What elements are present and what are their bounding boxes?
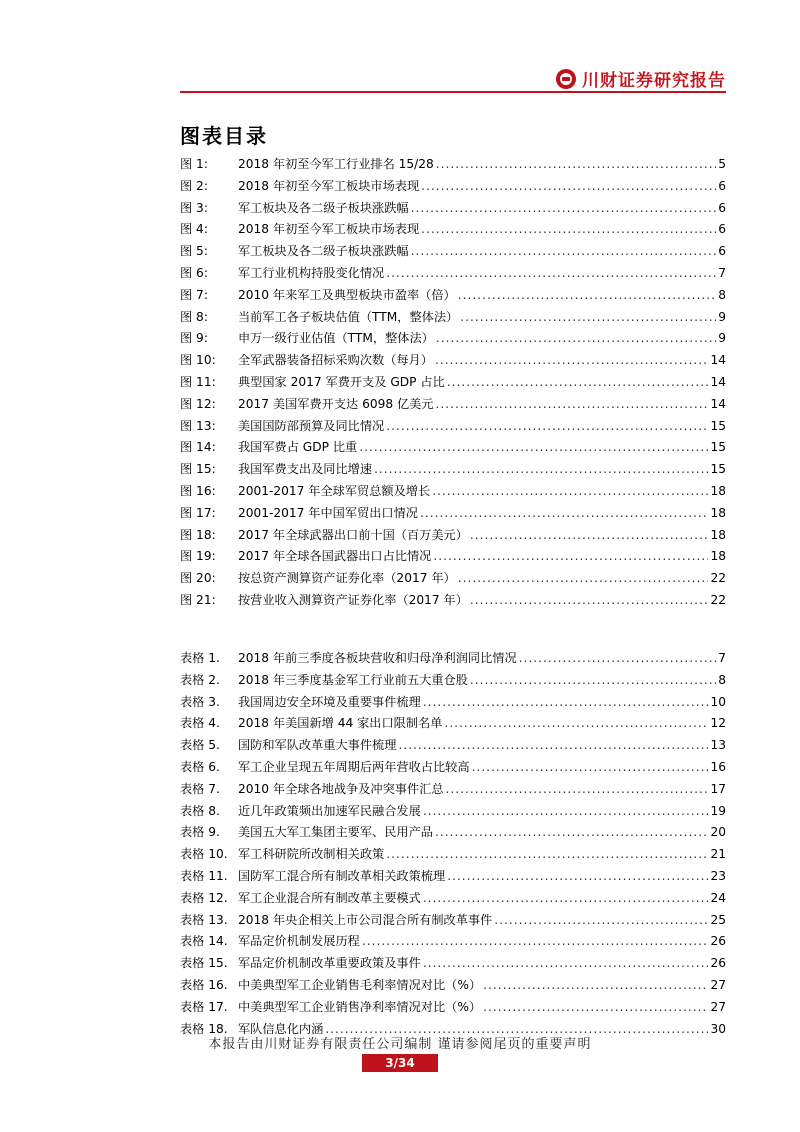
entry-label: 表格 10. (180, 847, 228, 862)
figure-entry[interactable] (180, 263, 726, 285)
table-entry[interactable] (180, 713, 726, 735)
table-entry[interactable] (180, 844, 726, 866)
entry-page: 21 (710, 847, 726, 862)
leader-dots (398, 735, 708, 757)
figure-entry[interactable] (180, 590, 726, 612)
entry-title: 美国国防部预算及同比情况 (238, 418, 385, 433)
figure-entry[interactable] (180, 198, 726, 220)
figure-index (180, 154, 726, 612)
figure-entry[interactable] (180, 459, 726, 481)
leader-dots (470, 670, 716, 692)
leader-dots (432, 481, 708, 503)
leader-dots (423, 692, 709, 714)
entry-label: 图 13: (180, 418, 216, 433)
entry-title: 我国军费支出及同比增速 (238, 462, 373, 477)
table-entry[interactable] (180, 931, 726, 953)
entry-page: 13 (710, 738, 726, 753)
entry-title: 2010 年来军工及典型板块市盈率（倍） (238, 287, 456, 302)
entry-title: 2017 年全球武器出口前十国（百万美元） (238, 527, 468, 542)
entry-page: 26 (710, 934, 726, 949)
entry-page: 18 (710, 549, 726, 564)
entry-page: 6 (718, 178, 726, 193)
entry-page: 27 (710, 977, 726, 992)
leader-dots (420, 503, 708, 525)
figure-entry[interactable] (180, 154, 726, 176)
leader-dots (386, 416, 708, 438)
figure-entry[interactable] (180, 307, 726, 329)
leader-dots (483, 975, 708, 997)
leader-dots (519, 648, 717, 670)
figure-entry[interactable] (180, 285, 726, 307)
entry-title: 中美典型军工企业销售净利率情况对比（%） (238, 999, 482, 1014)
chuancai-logo-icon (556, 69, 576, 89)
entry-page: 18 (710, 483, 726, 498)
entry-page: 10 (710, 694, 726, 709)
entry-label: 表格 1. (180, 651, 220, 665)
entry-title: 军工企业混合所有制改革主要模式 (238, 890, 421, 905)
footer-disclaimer: 本报告由川财证券有限责任公司编制 谨请参阅尾页的重要声明 (208, 1037, 592, 1052)
brand (556, 66, 726, 91)
entry-label: 图 1: (180, 157, 208, 171)
table-entry[interactable] (180, 975, 726, 997)
leader-dots (411, 198, 717, 220)
leader-dots (436, 394, 709, 416)
leader-dots (423, 801, 709, 823)
leader-dots (447, 866, 708, 888)
figure-entry[interactable] (180, 219, 726, 241)
table-entry[interactable] (180, 757, 726, 779)
entry-label: 图 17: (180, 505, 216, 520)
leader-dots (470, 525, 709, 547)
entry-title: 2018 年初至今军工板块市场表现 (238, 222, 420, 237)
figure-entry[interactable] (180, 503, 726, 525)
entry-title: 军工企业呈现五年周期后两年营收占比较高 (238, 759, 470, 774)
entry-label: 图 16: (180, 483, 216, 498)
entry-page: 30 (710, 1021, 726, 1036)
brand-name: 川财证券研究报告 (582, 71, 726, 91)
entry-title: 2018 年美国新增 44 家出口限制名单 (238, 716, 443, 731)
entry-page: 17 (710, 781, 726, 796)
entry-title: 2018 年三季度基金军工行业前五大重仓股 (238, 672, 468, 687)
leader-dots (472, 757, 709, 779)
table-entry[interactable] (180, 648, 726, 670)
page-header (180, 62, 726, 92)
table-entry[interactable] (180, 997, 726, 1019)
table-entry[interactable] (180, 953, 726, 975)
entry-label: 表格 16. (180, 977, 228, 992)
entry-title: 当前军工各子板块估值（TTM，整体法） (238, 309, 459, 324)
entry-label: 图 21: (180, 592, 216, 607)
figure-entry[interactable] (180, 350, 726, 372)
entry-label: 表格 8. (180, 803, 220, 818)
leader-dots (386, 263, 716, 285)
entry-title: 2018 年初至今军工行业排名 15/28 (238, 157, 434, 171)
leader-dots (483, 997, 708, 1019)
entry-label: 图 8: (180, 309, 208, 324)
entry-page: 22 (710, 592, 726, 607)
entry-title: 军工板块及各二级子板块涨跌幅 (238, 200, 409, 215)
entry-label: 表格 5. (180, 738, 220, 753)
entry-page: 7 (718, 651, 726, 665)
figure-entry[interactable] (180, 437, 726, 459)
entry-label: 表格 2. (180, 672, 220, 687)
leader-dots (423, 888, 709, 910)
leader-dots (446, 779, 709, 801)
figure-entry[interactable] (180, 416, 726, 438)
entry-page: 25 (710, 912, 726, 927)
entry-page: 18 (710, 505, 726, 520)
entry-page: 27 (710, 999, 726, 1014)
entry-label: 表格 7. (180, 781, 220, 796)
entry-page: 14 (710, 374, 726, 389)
entry-page: 6 (718, 244, 726, 259)
entry-title: 申万一级行业估值（TTM，整体法） (238, 331, 434, 346)
table-entry[interactable] (180, 779, 726, 801)
entry-title: 国防军工混合所有制改革相关政策梳理 (238, 868, 446, 883)
entry-title: 典型国家 2017 军费开支及 GDP 占比 (238, 374, 445, 389)
page-title: 图表目录 (180, 124, 268, 148)
entry-page: 19 (710, 803, 726, 818)
entry-page: 8 (718, 672, 726, 687)
entry-title: 2018 年前三季度各板块营收和归母净利润同比情况 (238, 651, 517, 665)
entry-page: 22 (710, 571, 726, 586)
figure-entry[interactable] (180, 176, 726, 198)
entry-page: 15 (710, 440, 726, 455)
leader-dots (433, 546, 708, 568)
leader-dots (386, 844, 708, 866)
entry-title: 2001-2017 年全球军贸总额及增长 (238, 483, 431, 498)
entry-page: 26 (710, 956, 726, 971)
entry-title: 全军武器装备招标采购次数（每月） (238, 353, 433, 368)
entry-label: 图 18: (180, 527, 216, 542)
entry-page: 24 (710, 890, 726, 905)
leader-dots (423, 953, 709, 975)
leader-dots (447, 372, 709, 394)
entry-page: 15 (710, 462, 726, 477)
entry-label: 表格 11. (180, 868, 228, 883)
figure-entry[interactable] (180, 525, 726, 547)
entry-title: 军队信息化内涵 (238, 1021, 324, 1036)
table-entry[interactable] (180, 670, 726, 692)
entry-label: 表格 4. (180, 716, 220, 731)
entry-page: 8 (718, 287, 726, 302)
entry-page: 12 (710, 716, 726, 731)
table-entry[interactable] (180, 888, 726, 910)
entry-page: 15 (710, 418, 726, 433)
table-entry[interactable] (180, 866, 726, 888)
leader-dots (374, 459, 708, 481)
table-entry[interactable] (180, 822, 726, 844)
entry-label: 图 9: (180, 331, 208, 346)
entry-page: 5 (718, 157, 726, 171)
entry-label: 表格 15. (180, 956, 228, 971)
entry-page: 6 (718, 200, 726, 215)
leader-dots (444, 713, 708, 735)
leader-dots (494, 910, 708, 932)
entry-title: 军工科研院所改制相关政策 (238, 847, 385, 862)
entry-title: 2010 年全球各地战争及冲突事件汇总 (238, 781, 444, 796)
entry-label: 图 11: (180, 374, 216, 389)
entry-label: 表格 12. (180, 890, 228, 905)
leader-dots (421, 176, 716, 198)
entry-label: 表格 3. (180, 694, 220, 709)
entry-label: 图 5: (180, 244, 208, 259)
table-entry[interactable] (180, 692, 726, 714)
entry-label: 表格 17. (180, 999, 228, 1014)
table-index (180, 648, 726, 1040)
entry-label: 图 4: (180, 222, 208, 237)
entry-title: 我国周边安全环境及重要事件梳理 (238, 694, 421, 709)
entry-page: 6 (718, 222, 726, 237)
leader-dots (362, 931, 709, 953)
page-indicator: 3/34 (362, 1054, 438, 1072)
entry-title: 2017 年全球各国武器出口占比情况 (238, 549, 432, 564)
figure-entry[interactable] (180, 372, 726, 394)
entry-page: 16 (710, 759, 726, 774)
figure-entry[interactable] (180, 241, 726, 263)
entry-title: 2017 美国军费开支达 6098 亿美元 (238, 396, 434, 411)
entry-label: 图 7: (180, 287, 208, 302)
entry-label: 图 2: (180, 178, 208, 193)
entry-label: 图 3: (180, 200, 208, 215)
leader-dots (421, 219, 716, 241)
figure-entry[interactable] (180, 568, 726, 590)
entry-page: 9 (718, 331, 726, 346)
entry-title: 军品定价机制改革重要政策及事件 (238, 956, 421, 971)
leader-dots (460, 307, 716, 329)
leader-dots (436, 154, 716, 176)
entry-page: 7 (718, 265, 726, 280)
table-entry[interactable] (180, 735, 726, 757)
entry-label: 图 12: (180, 396, 216, 411)
entry-title: 按总资产测算资产证券化率（2017 年） (238, 571, 456, 586)
entry-label: 表格 9. (180, 825, 220, 840)
entry-page: 14 (710, 353, 726, 368)
entry-title: 我国军费占 GDP 比重 (238, 440, 358, 455)
table-entry[interactable] (180, 910, 726, 932)
figure-entry[interactable] (180, 546, 726, 568)
entry-page: 20 (710, 825, 726, 840)
entry-title: 中美典型军工企业销售毛利率情况对比（%） (238, 977, 482, 992)
entry-title: 近几年政策频出加速军民融合发展 (238, 803, 421, 818)
figure-entry[interactable] (180, 394, 726, 416)
entry-label: 表格 14. (180, 934, 228, 949)
entry-title: 军工板块及各二级子板块涨跌幅 (238, 244, 409, 259)
entry-title: 军工行业机构持股变化情况 (238, 265, 385, 280)
leader-dots (435, 350, 708, 372)
table-entry[interactable] (180, 801, 726, 823)
entry-title: 2018 年央企相关上市公司混合所有制改革事件 (238, 912, 493, 927)
leader-dots (458, 568, 709, 590)
entry-label: 图 15: (180, 462, 216, 477)
entry-label: 表格 6. (180, 759, 220, 774)
leader-dots (359, 437, 708, 459)
entry-label: 图 20: (180, 571, 216, 586)
entry-label: 图 6: (180, 265, 208, 280)
entry-title: 2018 年初至今军工板块市场表现 (238, 178, 420, 193)
figure-entry[interactable] (180, 481, 726, 503)
entry-page: 23 (710, 868, 726, 883)
entry-label: 图 19: (180, 549, 216, 564)
leader-dots (458, 285, 717, 307)
entry-label: 表格 18. (180, 1021, 228, 1036)
leader-dots (411, 241, 717, 263)
entry-page: 14 (710, 396, 726, 411)
header-divider (180, 91, 726, 93)
entry-title: 按营业收入测算资产证券化率（2017 年） (238, 592, 468, 607)
figure-entry[interactable] (180, 328, 726, 350)
leader-dots (436, 328, 716, 350)
entry-title: 2001-2017 年中国军贸出口情况 (238, 505, 418, 520)
entry-label: 图 14: (180, 440, 216, 455)
entry-page: 9 (718, 309, 726, 324)
entry-label: 表格 13. (180, 912, 228, 927)
leader-dots (470, 590, 709, 612)
entry-page: 18 (710, 527, 726, 542)
entry-title: 军品定价机制发展历程 (238, 934, 360, 949)
entry-title: 美国五大军工集团主要军、民用产品 (238, 825, 433, 840)
leader-dots (435, 822, 708, 844)
entry-label: 图 10: (180, 353, 216, 368)
entry-title: 国防和军队改革重大事件梳理 (238, 738, 397, 753)
